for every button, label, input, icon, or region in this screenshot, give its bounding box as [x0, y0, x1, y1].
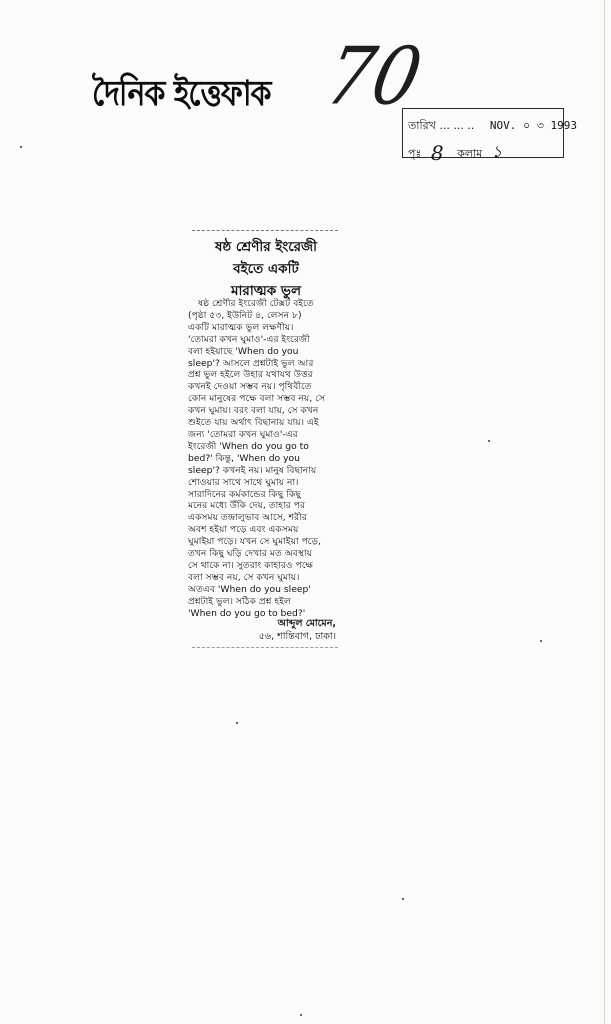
author-address: ৫৬, শান্তিবাগ, ঢাকা। — [258, 631, 336, 642]
newspaper-masthead: দৈনিক ইত্তেফাক — [92, 74, 271, 115]
article-signature — [259, 617, 336, 643]
body-line: একটি মারাত্মক ভুল লক্ষণীয়। — [188, 321, 294, 333]
body-line: মনের মধ্যে উঁকি দেয়, তাহার পর — [188, 500, 306, 512]
body-line: শুইতে যায় অর্থাৎ বিছানায় যায়। এই — [188, 417, 319, 429]
body-line: সে থাকে না। সুতরাং কাহারও পক্ষে — [188, 559, 313, 571]
body-line: প্রশ্নটাই ভুল। সঠিক প্রশ্ন হইল — [188, 595, 291, 607]
headline-line: মারাত্মক ভুল — [230, 283, 302, 299]
body-line: অতএব 'When do you sleep' — [188, 583, 311, 595]
body-line: অবশ হইয়া পড়ে এবং একসময় — [188, 524, 299, 536]
body-line: ঘুমাইয়া পড়ে। যখন সে ঘুমাইয়া পড়ে, — [188, 536, 321, 548]
body-line: কখনই দেওয়া সম্ভব নয়। পৃথিবীতে — [188, 381, 312, 393]
body-line: 'তোমরা কখন ঘুমাও'-এর ইংরেজী — [188, 333, 310, 345]
article-body — [188, 298, 338, 619]
author-name: আব্দুল মোমেন, — [277, 618, 336, 629]
scan-speck — [20, 146, 22, 148]
stamp-page-value: 8 — [430, 141, 444, 165]
scan-speck — [236, 722, 238, 724]
stamp-date-value: NOV. ০ ৩ 1993 — [489, 119, 577, 132]
stamp-page-label: পৃঃ — [408, 147, 422, 160]
stamp-date-label: তারিখ ... ... .. — [408, 119, 475, 132]
body-line: বলা হইয়াছে 'When do you — [188, 345, 299, 357]
headline-line: ষষ্ঠ শ্রেণীর ইংরেজী — [214, 239, 317, 255]
body-line: তখন কিছু ঘড়ি দেখার মত অবস্থায় — [188, 548, 313, 560]
body-line: (পৃষ্ঠা ৫৩, ইউনিট ৪, লেসন ৮) — [188, 309, 302, 321]
body-line: ইংরেজী 'When do you go to — [188, 440, 309, 452]
body-line: জন্য 'তোমরা কখন ঘুমাও'-এর — [188, 428, 298, 440]
clipping-top-edge — [192, 230, 338, 231]
body-line: কখন ঘুমায়। বরং বলা যায়, সে কখন — [188, 405, 319, 417]
body-line: একসময় তন্দ্রালুভাব আসে, শরীর — [188, 512, 307, 524]
body-line: সারাদিনের কর্মকান্ডের কিছু কিছু — [188, 488, 301, 500]
body-line: 'When do you go to bed?' — [188, 607, 306, 619]
handwritten-annotation: 70 — [318, 29, 430, 123]
body-line: বলা সম্ভব নয়, সে কখন ঘুমায়। — [188, 571, 300, 583]
page-edge — [604, 0, 605, 1024]
body-line: শোওয়ার সাথে সাথে ঘুমায় না। — [188, 476, 299, 488]
scan-speck — [300, 1014, 302, 1016]
body-line: ষষ্ঠ শ্রেণীর ইংরেজী টেক্সট বইতে — [198, 298, 314, 309]
body-line: কোন মানুষের পক্ষে বলা সম্ভব নয়, সে — [188, 393, 325, 405]
stamp-page-row — [408, 138, 502, 166]
scan-speck — [402, 898, 404, 900]
stamp-date-row — [408, 117, 577, 136]
body-line: sleep'? আসলে প্রশ্নটাই ভুল আর — [188, 357, 314, 369]
headline-line: বইতে একটি — [233, 261, 299, 277]
article-headline — [198, 236, 334, 302]
body-line: sleep'? কখনই নয়। মানুষ বিছানায় — [188, 464, 317, 476]
stamp-column-label: কলাম — [457, 147, 483, 160]
newspaper-clipping — [186, 230, 338, 648]
stamp-column-value: ১ — [491, 142, 503, 161]
scan-speck — [540, 640, 542, 642]
scan-speck — [488, 440, 490, 442]
clipping-bottom-edge — [192, 647, 338, 648]
body-line: প্রশ্ন ভুল হইলে উহার যথাযথ উত্তর — [188, 369, 313, 381]
date-stamp — [402, 108, 577, 165]
body-line: bed?' কিন্তু, 'When do you — [188, 452, 300, 464]
